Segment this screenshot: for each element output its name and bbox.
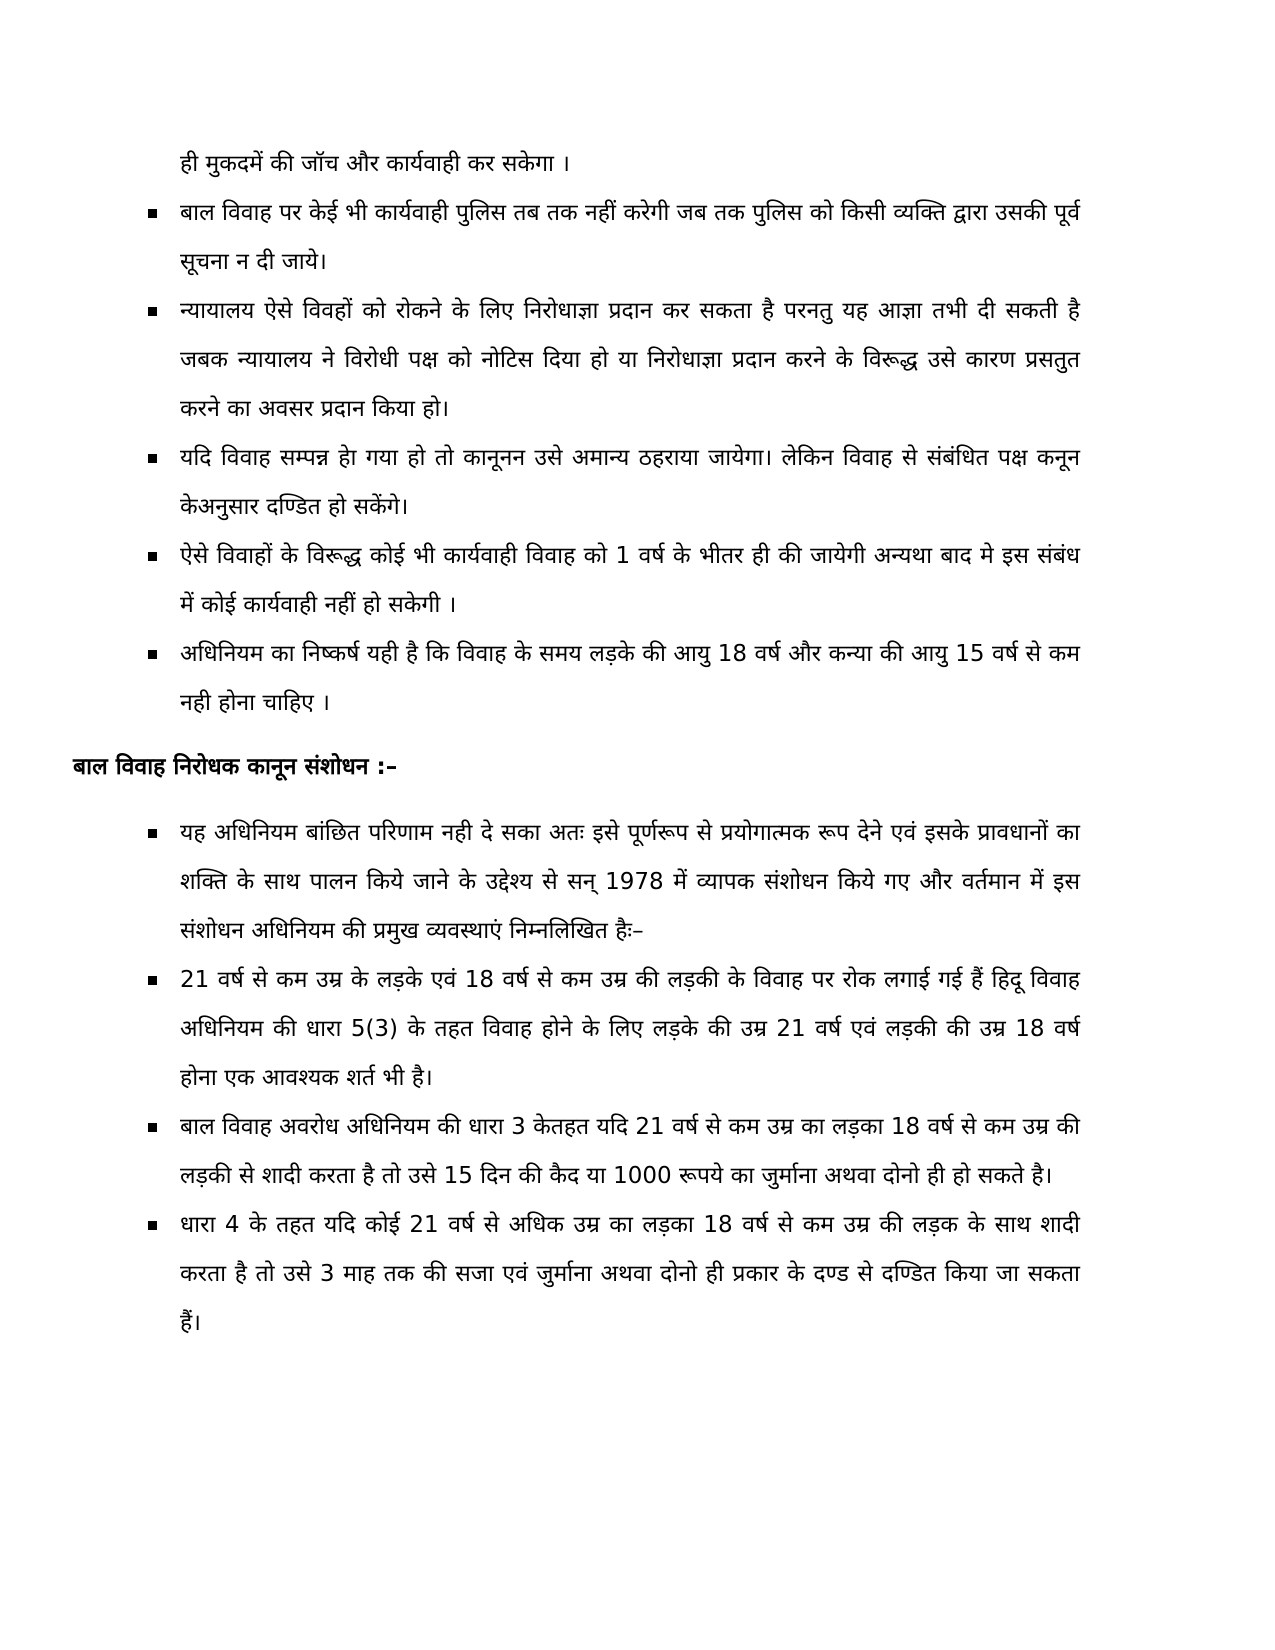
list-item-text: ऐसे विवाहों के विरूद्ध कोई भी कार्यवाही विवाह को 1 वर्ष के भीतर ही की जायेगी अन्यथा बाद मे इस संबंध में कोई कार्यवाही नहीं हो सकेगी । bbox=[180, 543, 1080, 618]
list-item-text: न्यायालय ऐसे विवहों को रोकने के लिए निरोधाज्ञा प्रदान कर सकता है परनतु यह आज्ञा तभी दी सकती है जबक न्यायालय ने विरोधी पक्ष को नोटिस दिया हो या निरोधाज्ञा प्रदान करने के विरूद्ध उसे कारण प्रसतुत करने का अवसर प्रदान किया हो। bbox=[180, 298, 1080, 422]
list-item-text: यह अधिनियम बांछित परिणाम नही दे सका अतः इसे पूर्णरूप से प्रयोगात्मक रूप देने एवं इसके प्रावधानों का शक्ति के साथ पालन किये जाने के उद्देश्य से सन् 1978 में व्यापक संशोधन किये गए और वर्तमान में इस संशोधन अधिनियम की प्रमुख व्यवस्थाएं निम्नलिखित हैः– bbox=[180, 820, 1080, 944]
bullet-list-section bbox=[180, 809, 1080, 1348]
square-bullet-icon bbox=[148, 1221, 157, 1230]
list-item-text: बाल विवाह पर केई भी कार्यवाही पुलिस तब तक नहीं करेगी जब तक पुलिस को किसी व्यक्ति द्वारा उसकी पूर्व सूचना न दी जाये। bbox=[180, 200, 1080, 275]
section-heading: बाल विवाह निरोधक कानून संशोधन :– bbox=[73, 754, 398, 780]
list-item bbox=[180, 189, 1080, 287]
list-item bbox=[180, 956, 1080, 1103]
square-bullet-icon bbox=[148, 829, 157, 838]
bullet-list-top bbox=[180, 189, 1080, 728]
list-item-text: 21 वर्ष से कम उम्र के लड़के एवं 18 वर्ष से कम उम्र की लड़की के विवाह पर रोक लगाई गई हैं हिदू विवाह अधिनियम की धारा 5(3) के तहत विवाह होने के लिए लड़के की उम्र 21 वर्ष एवं लड़की की उम्र 18 वर्ष होना एक आवश्यक शर्त भी है। bbox=[180, 967, 1080, 1091]
square-bullet-icon bbox=[148, 1123, 157, 1132]
list-item-text: अधिनियम का निष्कर्ष यही है कि विवाह के समय लड़के की आयु 18 वर्ष और कन्या की आयु 15 वर्ष से कम नही होना चाहिए । bbox=[180, 641, 1080, 716]
square-bullet-icon bbox=[148, 650, 157, 659]
square-bullet-icon bbox=[148, 976, 157, 985]
list-item bbox=[180, 532, 1080, 630]
square-bullet-icon bbox=[148, 454, 157, 463]
square-bullet-icon bbox=[148, 552, 157, 561]
square-bullet-icon bbox=[148, 307, 157, 316]
square-bullet-icon bbox=[148, 209, 157, 218]
list-item bbox=[180, 434, 1080, 532]
list-item bbox=[180, 809, 1080, 956]
list-item bbox=[180, 1201, 1080, 1348]
list-item-text: धारा 4 के तहत यदि कोई 21 वर्ष से अधिक उम्र का लड़का 18 वर्ष से कम उम्र की लड़क के साथ शादी करता है तो उसे 3 माह तक की सजा एवं जुर्माना अथवा दोनो ही प्रकार के दण्ड से दण्डित किया जा सकता हैं। bbox=[180, 1212, 1080, 1336]
continuation-paragraph: ही मुकदमें की जॉच और कार्यवाही कर सकेगा । bbox=[180, 151, 571, 177]
list-item bbox=[180, 1103, 1080, 1201]
list-item-text: बाल विवाह अवरोध अधिनियम की धारा 3 केतहत यदि 21 वर्ष से कम उम्र का लड़का 18 वर्ष से कम उम्र की लड़की से शादी करता है तो उसे 15 दिन की कैद या 1000 रूपये का जुर्माना अथवा दोनो ही हो सकते है। bbox=[180, 1114, 1080, 1189]
list-item bbox=[180, 287, 1080, 434]
list-item bbox=[180, 630, 1080, 728]
list-item-text: यदि विवाह सम्पन्न हेा गया हो तो कानूनन उसे अमान्य ठहराया जायेगा। लेकिन विवाह से संबंधित पक्ष कनून केअनुसार दण्डित हो सकेंगे। bbox=[180, 445, 1080, 520]
